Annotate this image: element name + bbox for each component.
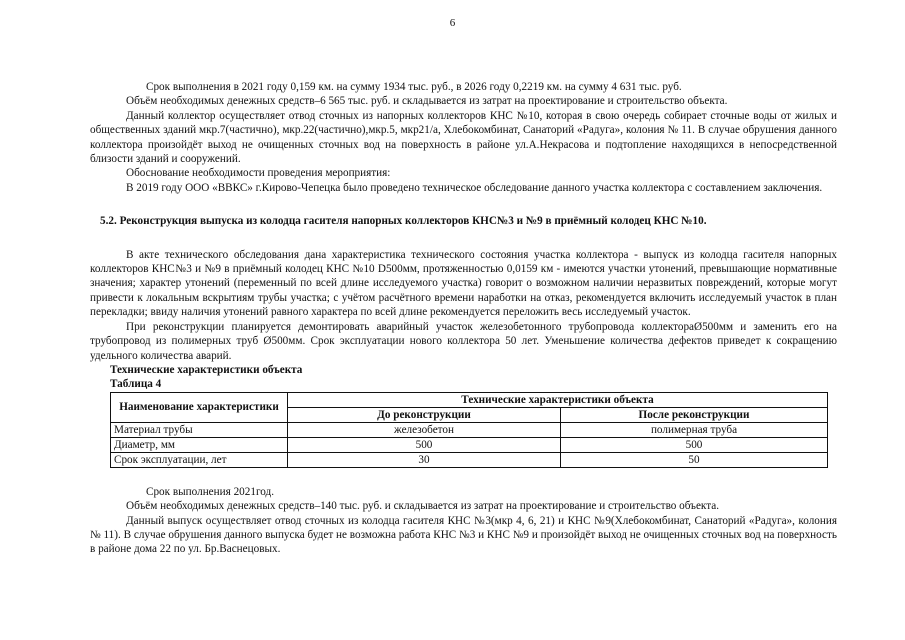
table-row (111, 422, 828, 437)
paragraph-inspection: В 2019 году ООО «ВВКС» г.Кирово-Чепецка было проведено техническое обследование данного участка коллектора с составлением заключения. (126, 181, 823, 194)
document-body (90, 80, 837, 557)
paragraph-funding-2: Объём необходимых денежных средств–140 тыс. руб. и складывается из затрат на проектирование и строительство объекта. (126, 500, 719, 513)
paragraph-reconstruction-plan: При реконструкции планируется демонтировать аварийный участок железобетонного трубопровода коллектораØ500мм и заменить его на трубопровод из полимерных труб Ø500мм. Срок эксплуатации нового коллектора 50 лет. Уменьшение количества дефектов приведет к сокращению удельного количества аварий. (90, 320, 837, 362)
page-number: 6 (449, 17, 456, 29)
table-row (111, 437, 828, 452)
column-header-before: До реконструкции (288, 407, 561, 422)
table-header-row (111, 392, 828, 407)
row-before: железобетон (288, 422, 561, 437)
table-row (111, 452, 828, 467)
table-label: Таблица 4 (110, 378, 162, 391)
row-after: полимерная труба (561, 422, 828, 437)
column-header-name: Наименование характеристики (111, 392, 288, 422)
characteristics-table (110, 392, 828, 468)
paragraph-justification-label: Обоснование необходимости проведения мероприятия: (126, 167, 391, 180)
paragraph-collector-description: Данный коллектор осуществляет отвод сточных из напорных коллекторов КНС №10, которая в свою очередь собирает сточные воды от жилых и общественных зданий мкр.7(частично), мкр.22(частично),мкр.5, мкр21/а, Хлебокомбинат, Санаторий «Радуга», колония № 11. В случае обрушения данного коллектора произойдёт выход не очищенных сточных вод на поверхность в районе ул.А.Некрасова и подтопление находящихся в непосредственной близости зданий и сооружений. (90, 109, 837, 166)
row-name: Материал трубы (111, 422, 288, 437)
paragraph-outlet-description: Данный выпуск осуществляет отвод сточных из колодца гасителя КНС №3(мкр 4, 6, 21) и КНС №9(Хлебокомбинат, Санаторий «Радуга», колония № 11). В случае обрушения данного выпуска будет не возможна работа КНС №3 и КНС №9 и произойдёт выход не очищенных сточных вод на поверхность в районе дома 22 по ул. Бр.Васнецовых. (90, 514, 837, 556)
paragraph-deadline-2021: Срок выполнения 2021год. (146, 485, 275, 498)
table-title: Технические характеристики объекта (110, 363, 303, 376)
paragraph-funding: Объём необходимых денежных средств–6 565 тыс. руб. и складывается из затрат на проектирование и строительство объекта. (126, 95, 728, 108)
row-before: 500 (288, 437, 561, 452)
row-name: Диаметр, мм (111, 437, 288, 452)
column-header-after: После реконструкции (561, 407, 828, 422)
paragraph-inspection-act: В акте технического обследования дана характеристика технического состояния участка коллектора - выпуск из колодца гасителя напорных коллекторов КНС№3 и №9 в приёмный колодец КНС №10 D500мм, протяженностью 0,0159 км - имеются участки утонений, превышающие нормативные значения; характер утонений (переменный по всей длине исследуемого участка) говорит о возможном наличии неразвитых повреждений, которые могут привести к локальным вскрытиям трубы участка; с учётом расчётного времени наработки на отказ, рекомендуется включить исследуемый участок в план перекладки; ввиду наличия утонений равного характера по всей длине рекомендуется переложить весь исследуемый участок. (90, 248, 837, 319)
column-group-header: Технические характеристики объекта (288, 392, 828, 407)
row-name: Срок эксплуатации, лет (111, 452, 288, 467)
paragraph-deadline: Срок выполнения в 2021 году 0,159 км. на сумму 1934 тыс. руб., в 2026 году 0,2219 км. на сумму 4 631 тыс. руб. (146, 81, 682, 93)
section-heading: 5.2. Реконструкция выпуска из колодца гасителя напорных коллекторов КНС№3 и №9 в приёмный колодец КНС №10. (100, 215, 707, 228)
row-after: 500 (561, 437, 828, 452)
row-after: 50 (561, 452, 828, 467)
row-before: 30 (288, 452, 561, 467)
